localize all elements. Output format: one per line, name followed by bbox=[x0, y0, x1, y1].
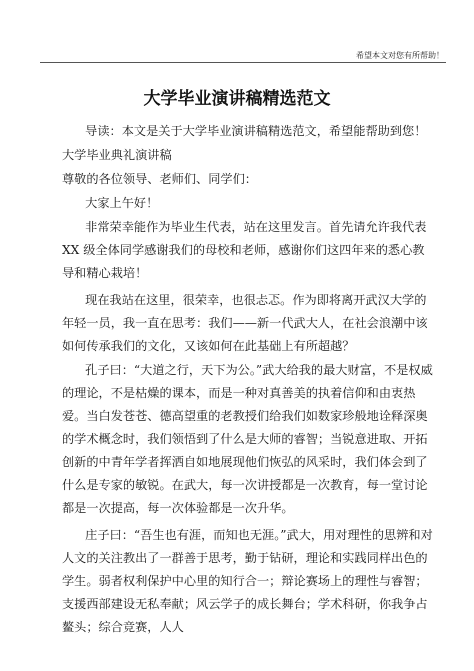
body-paragraph: 庄子曰：“吾生也有涯，而知也无涯。”武大，用对理性的思辨和对人文的关注教出了一群善于思考，勤于钻研，理论和实践同样出色的学生。弱者权利保护中心里的知行合一；辩论赛场上的理性与睿智；支援西部建设无私奉献；风云学子的成长舞台；学术科研，你我争占鳌头；综合竞赛，人人 bbox=[62, 528, 433, 634]
salutation-line: 尊敬的各位领导、老师们、同学们： bbox=[62, 172, 257, 186]
header-note: 希望本文对您有所帮助！ bbox=[356, 51, 444, 60]
document-title: 大学毕业演讲稿精选范文 bbox=[143, 89, 331, 109]
body-paragraph: 孔子曰：“大道之行，天下为公。”武大给我的最大财富，不是权威的理论，不是枯燥的课本，而是一种对真善美的执着信仰和由衷热爱。当白发苍苍、德高望重的老教授们给我们如数家珍般地诠释深奥的学术概念时，我们领悟到了什么是大师的睿智；当锐意进取、开拓创新的中青年学者挥洒自如地展现他们恢弘的风采时，我们体会到了什么是专家的敏锐。在武大，每一次讲授都是一次教育，每一堂讨论都是一次提高，每一次体验都是一次升华。 bbox=[62, 363, 433, 515]
body-paragraph: 现在我站在这里，很荣幸，也很忐忑。作为即将离开武汉大学的年轻一员，我一直在思考：我们——新一代武大人，在社会浪潮中该如何传承我们的文化，又该如何在此基础上有所超越？ bbox=[62, 293, 428, 353]
body-paragraph: 非常荣幸能作为毕业生代表，站在这里发言。首先请允许我代表 XX 级全体同学感谢我们的母校和老师，感谢你们这四年来的悉心教导和精心栽培！ bbox=[62, 220, 427, 280]
intro-paragraph: 导读：本文是关于大学毕业演讲稿精选范文，希望能帮助到您！ bbox=[85, 124, 427, 138]
header-divider bbox=[40, 62, 446, 63]
subtitle-line: 大学毕业典礼演讲稿 bbox=[62, 148, 172, 162]
document-body bbox=[62, 120, 434, 639]
greeting-line: 大家上午好！ bbox=[85, 196, 159, 210]
